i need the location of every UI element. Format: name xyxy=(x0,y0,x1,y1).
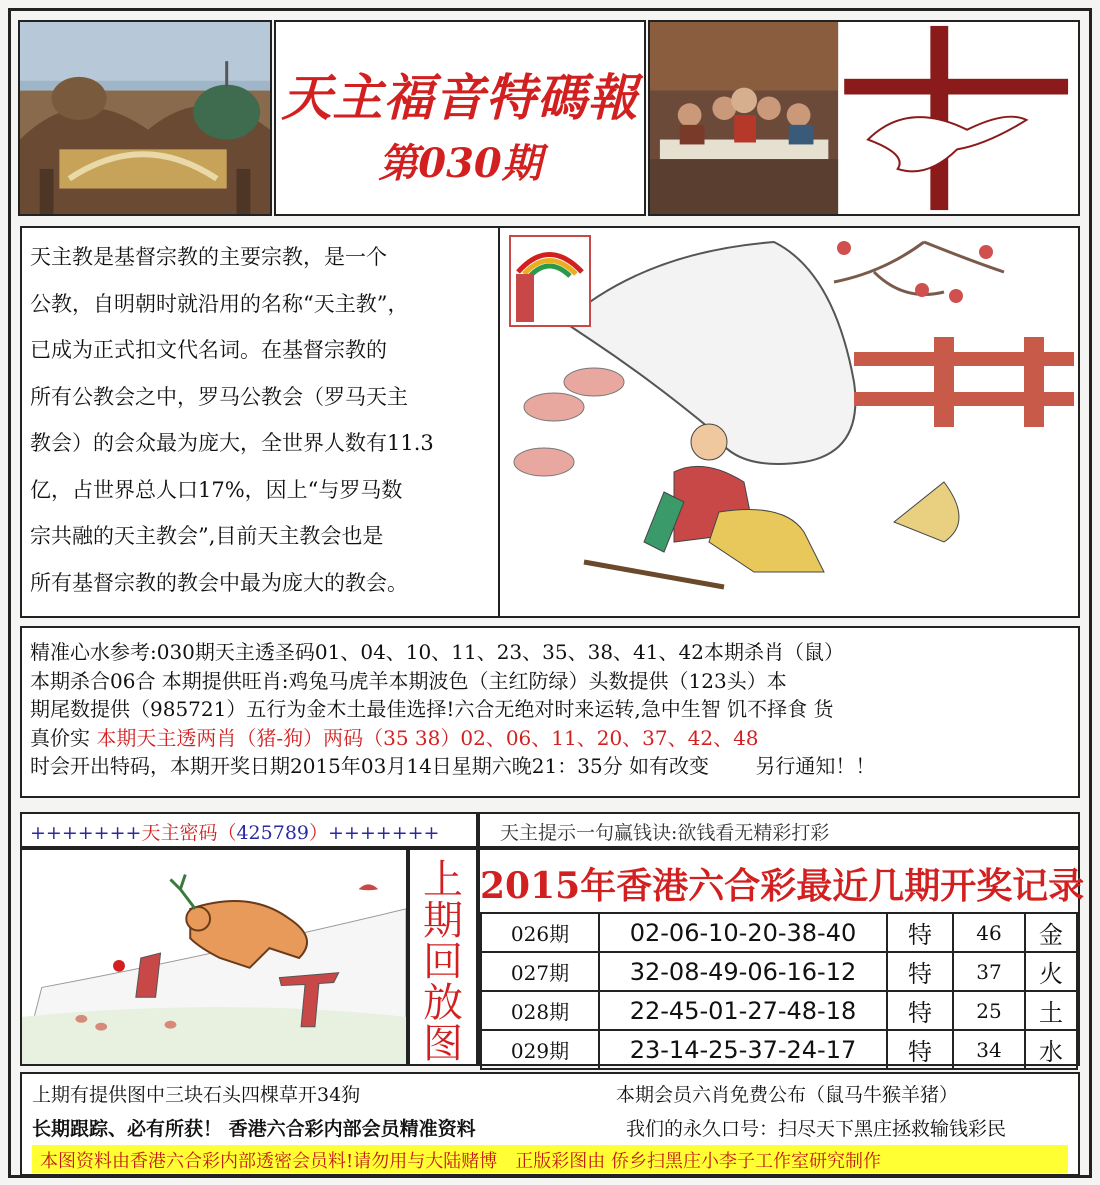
article-line: 所有基督宗教的教会中最为庞大的教会。 xyxy=(30,570,408,595)
secret-code-label: 天主密码（ xyxy=(141,822,237,844)
secret-code-box xyxy=(20,812,478,848)
footer-motto: 我们的永久口号：扫尽天下黑庄拯救输钱彩民 xyxy=(626,1118,1007,1140)
label-char: 放 xyxy=(423,980,463,1026)
special-number-cell: 34 xyxy=(953,1030,1025,1069)
article-line: 亿，占世界总人口17%，因上“与罗马数 xyxy=(30,477,403,502)
article-line: 已成为正式扣文代名词。在基督宗教的 xyxy=(30,338,387,362)
hint-text: 天主提示一句赢钱诀:欲钱看无精彩打彩 xyxy=(500,822,830,844)
tips-section xyxy=(20,626,1080,798)
table-row xyxy=(481,1030,1077,1069)
issue-cell: 027期 xyxy=(481,952,599,991)
tips-line: 期尾数提供（985721）五行为金木土最佳选择!六合无绝对时来运转,急中生智 饥不择食 货 xyxy=(30,697,834,721)
secret-code-line xyxy=(30,818,439,845)
tips-line: 时会开出特码，本期开奖日期2015年03月14日星期六晚21：35分 如有改变 另行通知！！ xyxy=(30,754,876,778)
element-cell: 火 xyxy=(1025,952,1077,991)
footer-last-period-note: 上期有提供图中三块石头四棵草开34狗 xyxy=(32,1084,361,1106)
special-label-cell: 特 xyxy=(887,991,953,1030)
last-period-picture xyxy=(20,848,408,1066)
article-section xyxy=(20,226,1080,618)
footer-section xyxy=(20,1072,1080,1176)
table-row xyxy=(481,991,1077,1030)
lottery-results xyxy=(478,848,1085,1066)
issue-cell: 028期 xyxy=(481,991,599,1030)
issue-number: 第030期 xyxy=(378,140,542,187)
article-line: 教会）的会众最为庞大，全世界人数有11.3 xyxy=(30,431,434,455)
tips-line: 本期杀合06合 本期提供旺肖:鸡兔马虎羊本期波色（主红防绿）头数提供（123头）本 xyxy=(30,668,787,693)
label-char: 期 xyxy=(423,898,463,944)
tips-highlight: 本期天主透两肖（猪-狗）两码（35 38）02、06、11、20、37、42、48 xyxy=(96,725,759,750)
special-number-cell: 37 xyxy=(953,952,1025,991)
special-label-cell: 特 xyxy=(887,1030,953,1069)
article-body xyxy=(30,234,482,606)
plus-decoration: +++++++ xyxy=(30,822,142,844)
label-char: 图 xyxy=(423,1021,463,1067)
special-number-cell: 25 xyxy=(953,991,1025,1030)
masthead-title: 天主福音特碼報 xyxy=(281,68,639,127)
label-char: 上 xyxy=(423,857,463,903)
issue-cell: 026期 xyxy=(481,913,599,952)
tips-body xyxy=(30,638,1070,781)
footer-disclaimer: 本图资料由香港六合彩内部透密会员料!请勿用与大陆赌博 正版彩图由 侨乡扫黑庄小李子工作室研究制作 xyxy=(40,1151,881,1172)
issue-cell: 029期 xyxy=(481,1030,599,1069)
footer-slogan: 长期跟踪、必有所获！ 香港六合彩内部会员精准资料 xyxy=(32,1118,476,1140)
tips-line: 精准心水参考:030期天主透圣码01、04、10、11、23、35、38、41、42本期杀肖（鼠） xyxy=(30,640,844,664)
last-period-label xyxy=(408,848,478,1066)
special-number-cell: 46 xyxy=(953,913,1025,952)
element-cell: 土 xyxy=(1025,991,1077,1030)
last-supper-and-cross-image xyxy=(648,20,1080,216)
results-title: 2015年香港六合彩最近几期开奖记录 xyxy=(480,865,1085,907)
footer-member-zodiac: 本期会员六肖免费公布（鼠马牛猴羊猪） xyxy=(616,1084,959,1106)
article-line: 所有公教会之中，罗马公教会（罗马天主 xyxy=(30,384,408,409)
numbers-cell: 02-06-10-20-38-40 xyxy=(599,913,887,952)
numbers-cell: 23-14-25-37-24-17 xyxy=(599,1030,887,1069)
label-char: 回 xyxy=(423,939,463,985)
secret-code-value: 425789 xyxy=(236,822,309,844)
plus-decoration: +++++++ xyxy=(328,822,440,844)
results-table xyxy=(480,912,1078,1070)
secret-code-close: ） xyxy=(309,822,329,844)
treasure-map-illustration xyxy=(504,232,1074,612)
newspaper-masthead xyxy=(274,20,646,216)
special-label-cell: 特 xyxy=(887,952,953,991)
article-line: 宗共融的天主教会”,目前天主教会也是 xyxy=(30,524,384,548)
tips-line-prefix: 真价实 xyxy=(30,725,97,750)
table-row xyxy=(481,913,1077,952)
article-divider xyxy=(498,228,500,616)
hint-box xyxy=(478,812,1080,848)
element-cell: 水 xyxy=(1025,1030,1077,1069)
footer-highlight-bar xyxy=(32,1145,1068,1173)
numbers-cell: 22-45-01-27-48-18 xyxy=(599,991,887,1030)
tips-line-4 xyxy=(30,724,1070,753)
cathedral-photo xyxy=(18,20,272,216)
element-cell: 金 xyxy=(1025,913,1077,952)
numbers-cell: 32-08-49-06-16-12 xyxy=(599,952,887,991)
article-line: 公教，自明朝时就沿用的名称“天主教”， xyxy=(30,291,409,316)
special-label-cell: 特 xyxy=(887,913,953,952)
vertical-label xyxy=(410,857,476,1067)
article-line: 天主教是基督宗教的主要宗教，是一个 xyxy=(30,245,387,269)
table-row xyxy=(481,952,1077,991)
